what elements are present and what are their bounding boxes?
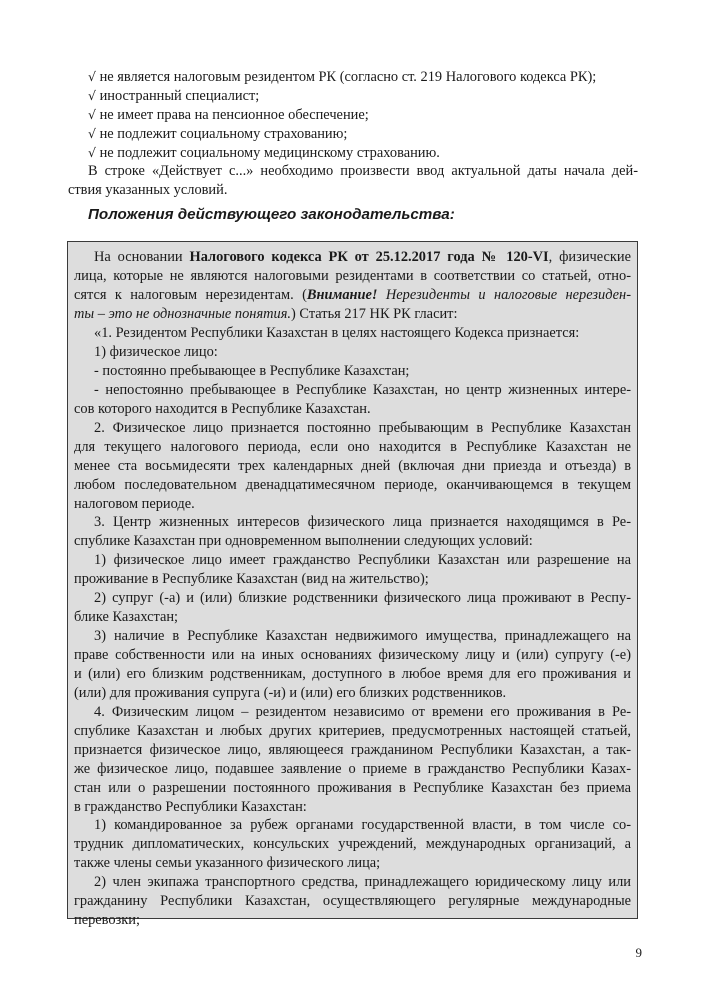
- box-line: лица, которые не являются налоговыми резидентами в соответствии со статьей, отно-: [74, 268, 631, 284]
- box-line: стан или о разрешении постоянного проживания в Республике Казахстан без приема: [74, 779, 631, 796]
- box-line: «1. Резидентом Республики Казахстан в целях настоящего Кодекса признается:: [94, 325, 580, 341]
- box-line: менее ста восьмидесяти трех календарных дней (включая дни приезда и отъезда) в: [74, 457, 631, 474]
- box-line: 2. Физическое лицо признается постоянно пребывающим в Республике Казахстан: [94, 419, 631, 436]
- box-line: также члены семьи указанного физического лица;: [74, 855, 381, 872]
- box-line: 3) наличие в Республике Казахстан недвижимого имущества, принадлежащего на: [94, 628, 631, 644]
- box-line: 2) супруг (-а) и (или) близкие родственники физического лица проживают в Респу-: [94, 590, 631, 607]
- box-line: (или) для проживания супруга (-и) и (или) его близких родственников.: [74, 684, 507, 701]
- box-line: 3. Центр жизненных интересов физического лица признается находящимся в Ре-: [94, 514, 631, 531]
- check-icon: √: [88, 126, 96, 141]
- box-line: сов которого находится в Республике Казахстан.: [74, 400, 371, 417]
- box-line: - постоянно пребывающее в Республике Казахстан;: [94, 362, 410, 379]
- paragraph-line: В строке «Действует с...» необходимо произвести ввод актуальной даты начала дей-: [88, 163, 638, 179]
- box-line: блике Казахстан;: [74, 609, 179, 626]
- paragraph-line: ствия указанных условий.: [68, 182, 228, 198]
- page-number: 9: [635, 945, 642, 960]
- box-line: налоговом периоде.: [74, 495, 195, 512]
- box-line: для текущего налогового периода, если оно находится в Республике Казахстан не: [74, 438, 631, 455]
- box-line: На основании Налогового кодекса РК от 25.12.2017 года № 120-VI, физические: [94, 249, 631, 265]
- box-line: спублике Казахстан и любых других критериев, предусмотренных настоящей статьей,: [74, 722, 631, 739]
- box-line: сятся к налоговым нерезидентам. (Внимание! Нерезиденты и налоговые нерезиден-: [74, 287, 631, 303]
- box-line: 1) физическое лицо имеет гражданство Республики Казахстан или разрешение на: [94, 552, 631, 569]
- check-icon: √: [88, 69, 96, 84]
- check-icon: √: [88, 145, 96, 160]
- box-line: перевозки;: [74, 912, 140, 929]
- list-item: √ не является налоговым резидентом РК (согласно ст. 219 Налогового кодекса РК);: [88, 69, 597, 85]
- box-line: 1) физическое лицо:: [94, 343, 218, 360]
- box-line: спублике Казахстан при одновременном выполнении следующих условий:: [74, 533, 533, 550]
- list-item: √ не имеет права на пенсионное обеспечение;: [88, 107, 369, 123]
- box-line: и (или) его близким родственникам, доступного в любое время для его проживания и: [74, 665, 631, 682]
- list-item: √ иностранный специалист;: [88, 88, 260, 104]
- box-line: 4. Физическим лицом – резидентом независимо от времени его проживания в Ре-: [94, 703, 631, 720]
- box-line: трудник дипломатических, консульских учреждений, международных организаций, а: [74, 836, 631, 853]
- list-item: √ не подлежит социальному страхованию;: [88, 126, 348, 142]
- box-line: признается физическое лицо, являющееся гражданином Республики Казахстан, а так-: [74, 741, 631, 758]
- section-heading: Положения действующего законодательства:: [88, 206, 455, 223]
- box-line: праве собственности или на иных основаниях физическому лицу и (или) супругу (-е): [74, 647, 631, 663]
- box-line: 2) член экипажа транспортного средства, принадлежащего юридическому лицу или: [94, 874, 631, 891]
- box-line: ты – это не однозначные понятия.) Статья 217 НК РК гласит:: [74, 306, 458, 322]
- list-item: √ не подлежит социальному медицинскому страхованию.: [88, 145, 440, 161]
- box-line: любом последовательном двенадцатимесячном периоде, оканчивающемся в текущем: [74, 476, 631, 493]
- box-line: 1) командированное за рубеж органами государственной власти, в том числе со-: [94, 817, 631, 834]
- box-line: - непостоянно пребывающее в Республике Казахстан, но центр жизненных интере-: [94, 381, 631, 398]
- check-icon: √: [88, 88, 96, 103]
- box-line: же физическое лицо, подавшее заявление о приеме в гражданство Республики Казах-: [74, 760, 631, 777]
- box-line: проживание в Республике Казахстан (вид на жительство);: [74, 571, 429, 588]
- box-line: гражданину Республики Казахстан, осуществляющего регулярные международные: [74, 893, 631, 910]
- check-icon: √: [88, 107, 96, 122]
- box-line: в гражданство Республики Казахстан:: [74, 798, 307, 815]
